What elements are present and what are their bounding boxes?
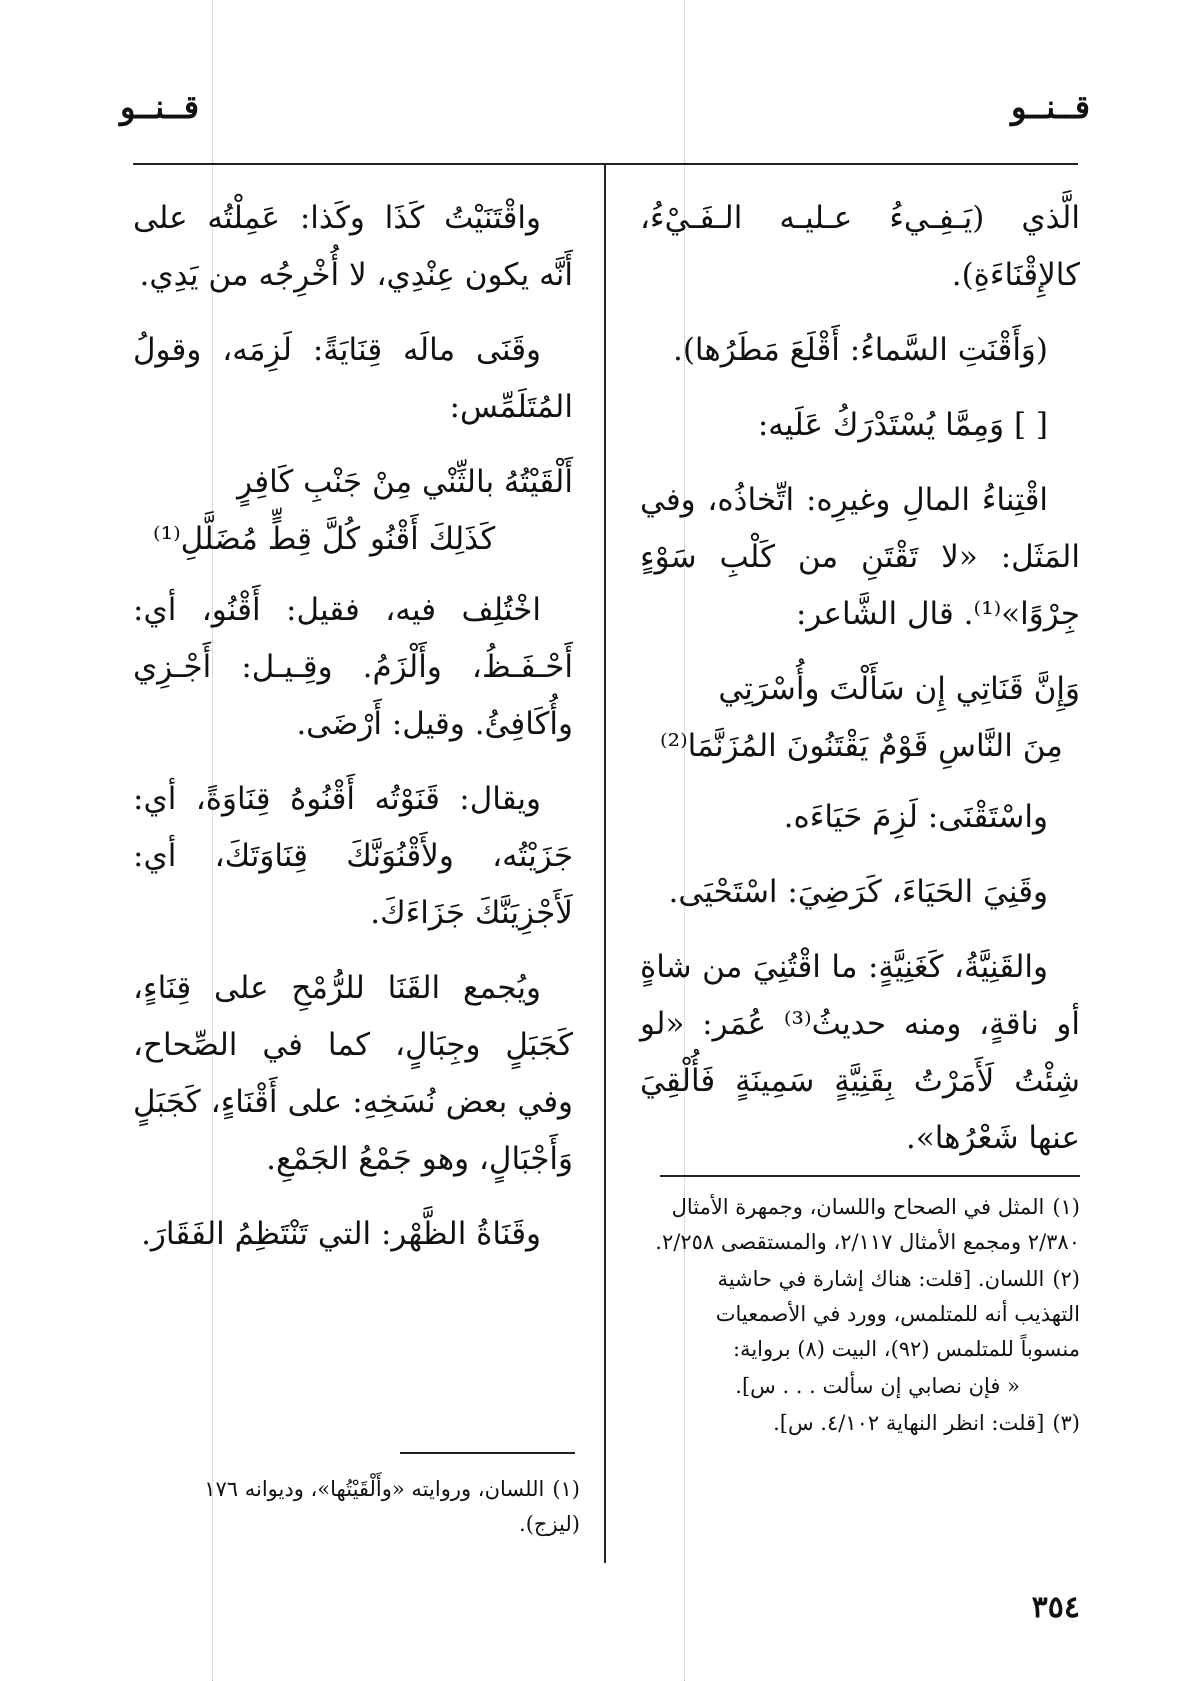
column-divider <box>604 163 606 1563</box>
poetry-verse <box>640 661 1080 775</box>
poetry-verse <box>133 454 573 568</box>
running-header-right: قــنــو <box>1011 88 1090 126</box>
footnote-rule <box>660 1175 1080 1177</box>
left-column <box>133 190 573 1281</box>
paragraph: وقَنَاةُ الظَّهْر: التي تَنْتَظِمُ الفَقَارَ. <box>141 1216 541 1252</box>
verse-hemistich: أَلْقَيْتُهُ بالثِّنْي مِنْ جَنْبِ كَافِرٍ <box>237 464 573 500</box>
paragraph: ويُجمع القَنَا للرُّمْحِ على قِنَاءٍ، كَجَبَلٍ وجِبَالٍ، كما في الصِّحاح، وفي بعض نُسَخِهِ: على أَقْنَاءٍ، كَجَبَلٍ وَأَجْبَالٍ، وهو جَمْعُ الجَمْعِ. <box>133 970 573 1177</box>
paragraph: اقْتِناءُ المالِ وغيرِه: اتِّخاذُه، وفي المَثَل: «لا تَقْتَنِ من كَلْبِ سَوْءٍ جِرْوًا»⁽¹⁾. قال الشَّاعر: <box>640 482 1080 632</box>
footnotes-right <box>655 1190 1080 1443</box>
page-number: ٣٥٤ <box>1031 1590 1080 1625</box>
paragraph: والقَنِيَّةُ، كَغَنِيَّةٍ: ما اقْتُنِيَ من شاةٍ أو ناقةٍ، ومنه حديثُ⁽³⁾ عُمَر: «لو شِئْتُ لَأَمَرْتُ بِقَنِيَّةٍ سَمِينَةٍ فَأُلْقِيَ عنها شَعْرُها». <box>640 949 1080 1156</box>
paragraph: وقَنَى مالَه قِنَايَةً: لَزِمَه، وقولُ المُتَلَمِّس: <box>133 332 573 425</box>
footnote <box>140 1472 580 1542</box>
paragraph: ويقال: قَنَوْتُه أَقْنُوهُ قِنَاوَةً، أي: جَزَيْتُه، ولأَقْنُوَنَّكَ قِنَاوَتَكَ، أي: لَأَجْزِيَنَّكَ جَزَاءَكَ. <box>133 781 573 931</box>
footnote-text: « فإن نصابي إن سألت . . . س]. <box>735 1374 1020 1398</box>
paragraph: [ ] وَمِمَّا يُسْتَدْرَكُ عَلَيه: <box>757 407 1048 443</box>
footnote-rule <box>400 1452 575 1454</box>
paragraph: اخْتُلِف فيه، فقيل: أَقْنُو، أي: أَحْـفَـظُ، وأَلْزَمُ. وقِـيـل: أَجْـزِي وأُكَافِئُ. وقيل: أَرْضَى. <box>133 592 573 742</box>
footnote <box>655 1406 1080 1441</box>
footnote-number: (١) <box>1052 1195 1080 1219</box>
footnote-continuation <box>655 1369 1080 1404</box>
paragraph: واسْتَقْنَى: لَزِمَ حَيَاءَه. <box>783 799 1048 835</box>
footnote <box>655 1262 1080 1367</box>
footnote-number: (٢) <box>1052 1267 1080 1291</box>
paragraph: (وَأَقْنَتِ السَّماءُ: أَقْلَعَ مَطَرُها). <box>672 332 1048 368</box>
footnote <box>655 1190 1080 1260</box>
paragraph: الَّذي (يَـفِـيءُ عـليـه الـفَـيْءُ، كالإِقْنَاءَةِ). <box>640 200 1080 293</box>
footnotes-left <box>140 1472 580 1544</box>
footnote-text: [قلت: انظر النهاية ٤/١٠٢. س]. <box>773 1411 1045 1435</box>
verse-hemistich: كَذَلِكَ أَقْنُو كُلَّ قِطٍّ مُضَلَّلِ⁽¹⁾ <box>153 521 496 557</box>
footnote-number: (٣) <box>1052 1411 1080 1435</box>
verse-hemistich: وَإِنَّ قَنَاتِي إِن سَأَلْتَ وأُسْرَتِي <box>718 671 1080 707</box>
footnote-text: اللسان، وروايته «وأَلْقَيْتُها»، وديوانه ١٧٦ (ليزج). <box>204 1477 580 1536</box>
footnote-text: المثل في الصحاح واللسان، وجمهرة الأمثال ٢/٣٨٠ ومجمع الأمثال ٢/١١٧، والمستقصى ٢/٢٥٨. <box>655 1195 1080 1254</box>
paragraph: واقْتَنَيْتُ كَذَا وكَذا: عَمِلْتُه على أَنَّه يكون عِنْدِي، لا أُخْرِجُه من يَدِي. <box>133 200 573 293</box>
right-column <box>640 190 1080 1185</box>
footnote-number: (١) <box>552 1477 580 1501</box>
verse-hemistich: مِنَ النَّاسِ قَوْمٌ يَقْتَنُونَ المُزَنَّمَا⁽²⁾ <box>660 728 1063 764</box>
paragraph: وقَنِيَ الحَيَاءَ، كَرَضِيَ: اسْتَحْيَى. <box>668 874 1048 910</box>
running-header-left: قــنــو <box>120 88 199 126</box>
footnote-text: اللسان. [قلت: هناك إشارة في حاشية التهذيب أنه للمتلمس، وورد في الأصمعيات منسوباً للمتلمس (٩٢)، البيت (٨) برواية: <box>715 1267 1080 1361</box>
